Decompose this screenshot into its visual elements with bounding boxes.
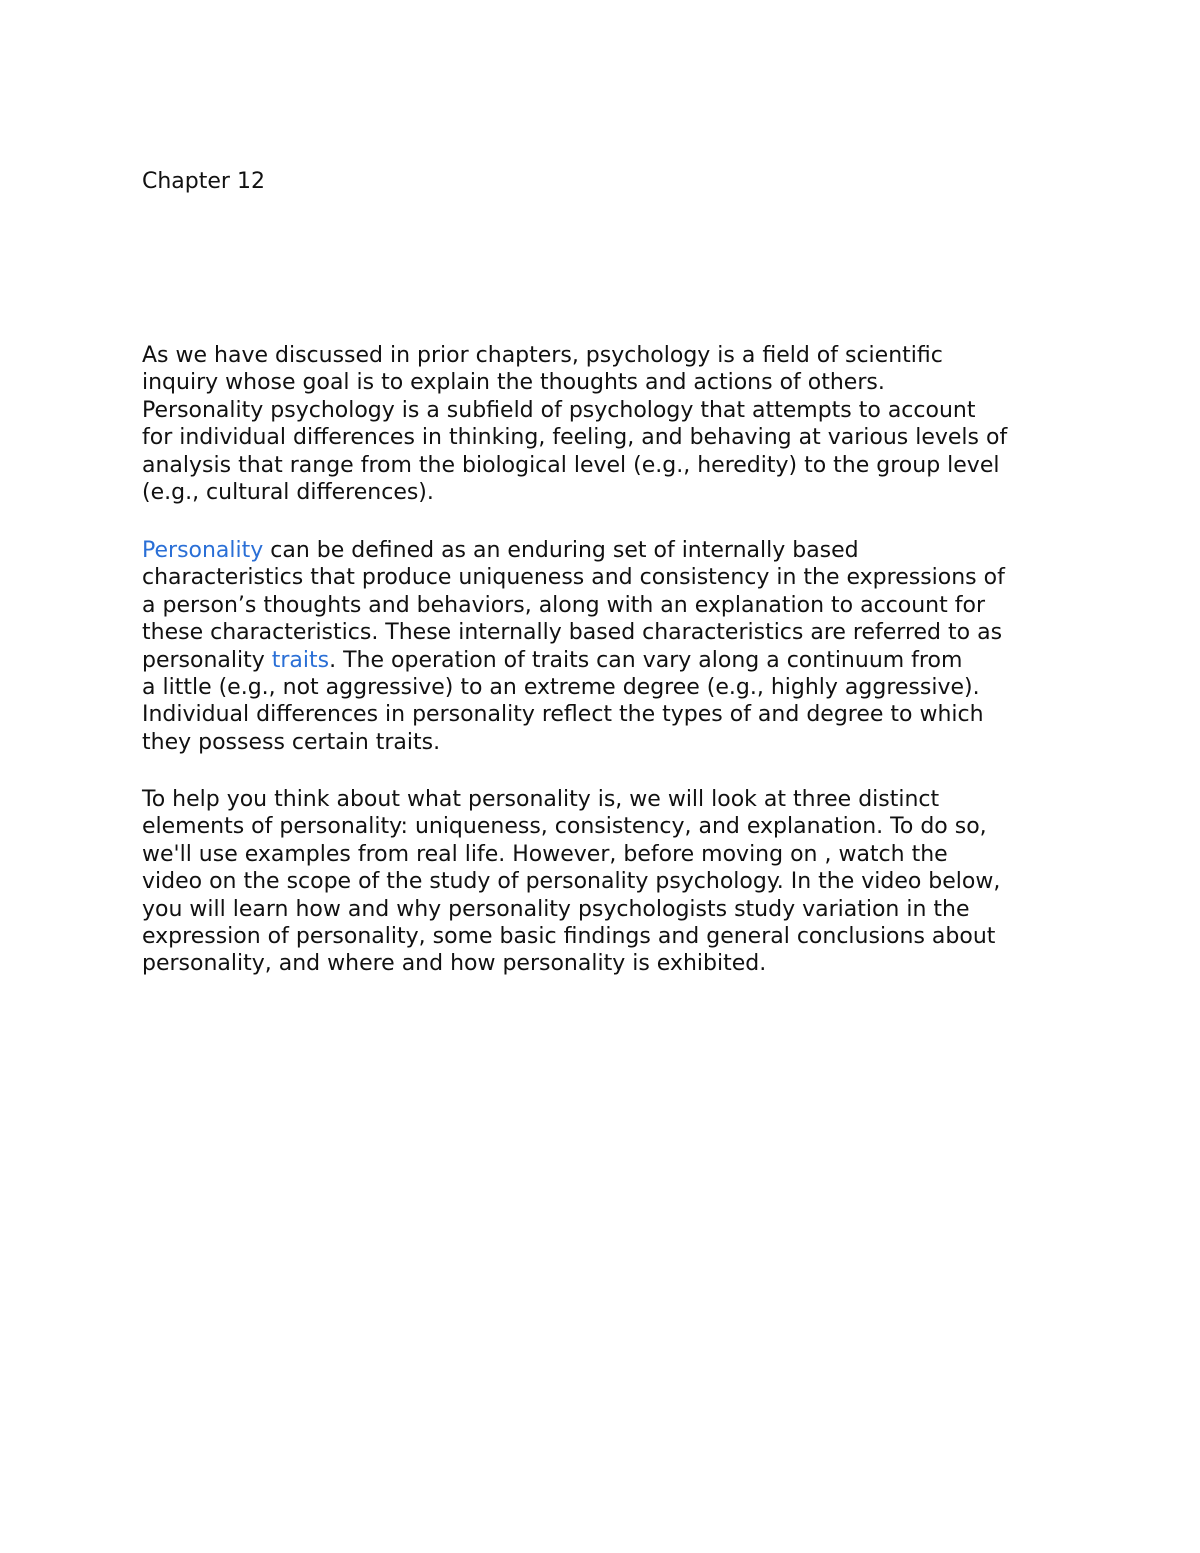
paragraph-text: can be defined as an enduring set of internally based (263, 538, 859, 563)
paragraph-line: characteristics that produce uniqueness and consistency in the expressions of (142, 565, 1005, 591)
paragraph-line: a little (e.g., not aggressive) to an extreme degree (e.g., highly aggressive). (142, 675, 980, 701)
paragraph-line: analysis that range from the biological level (e.g., heredity) to the group level (142, 452, 1000, 478)
paragraph-intro (142, 342, 1082, 506)
paragraph-line: As we have discussed in prior chapters, psychology is a field of scientific (142, 343, 943, 368)
paragraph-line: they possess certain traits. (142, 729, 441, 755)
paragraph-line: for individual differences in thinking, feeling, and behaving at various levels of (142, 425, 1008, 451)
paragraph-overview (142, 786, 1082, 978)
paragraph-line: personality, and where and how personality is exhibited. (142, 951, 767, 977)
paragraph-line: Individual differences in personality reflect the types of and degree to which (142, 702, 984, 728)
paragraph-text: personality (142, 647, 272, 673)
paragraph-line: these characteristics. These internally based characteristics are referred to as (142, 620, 1003, 646)
paragraph-line: you will learn how and why personality psychologists study variation in the (142, 896, 970, 922)
personality-link[interactable]: Personality (142, 538, 264, 563)
paragraph-line (142, 537, 1082, 564)
chapter-title: Chapter 12 (142, 169, 265, 194)
traits-link[interactable]: traits (271, 647, 330, 673)
paragraph-line (142, 647, 1082, 674)
paragraph-line: a person’s thoughts and behaviors, along with an explanation to account for (142, 592, 985, 618)
paragraph-line: To help you think about what personality is, we will look at three distinct (142, 787, 940, 812)
paragraph-line: we'll use examples from real life. However, before moving on , watch the (142, 841, 948, 867)
paragraph-line: inquiry whose goal is to explain the thoughts and actions of others. (142, 370, 885, 396)
paragraph-line: video on the scope of the study of personality psychology. In the video below, (142, 869, 1001, 895)
paragraph-definition (142, 537, 1082, 756)
paragraph-text: . The operation of traits can vary along a continuum from (329, 647, 963, 673)
paragraph-line: (e.g., cultural differences). (142, 480, 434, 506)
paragraph-line: elements of personality: uniqueness, consistency, and explanation. To do so, (142, 814, 987, 840)
paragraph-line: Personality psychology is a subfield of psychology that attempts to account (142, 397, 976, 423)
paragraph-line: expression of personality, some basic findings and general conclusions about (142, 924, 996, 950)
